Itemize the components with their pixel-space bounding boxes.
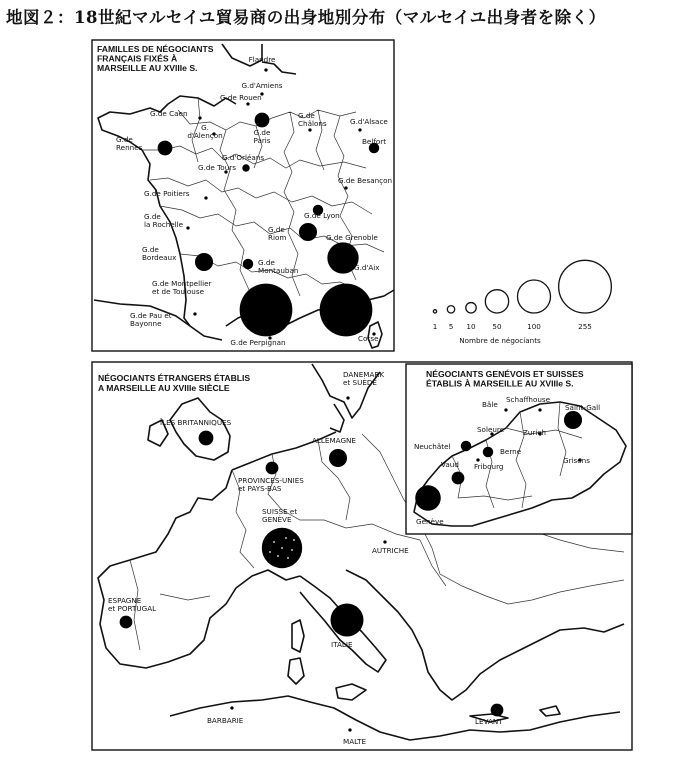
place-label: G.de Caen [150, 109, 188, 118]
country-marker [348, 728, 351, 731]
country-label: PROVINCES-UNIES [238, 476, 304, 485]
place-label: d'Alençon [187, 131, 223, 140]
canton-label: Saint-Gall [565, 403, 601, 412]
legend-value: 10 [466, 322, 476, 331]
place-marker [204, 196, 207, 199]
france-heading: MARSEILLE AU XVIIIe S. [97, 63, 198, 73]
legend-circle [559, 260, 612, 313]
place-label: G.de [268, 225, 285, 234]
country-label: ESPAGNE [108, 596, 142, 605]
swiss-heading: NÉGOCIANTS GENÉVOIS ET SUISSES [426, 369, 584, 379]
canton-marker [564, 411, 582, 429]
country-label: GENÈVE [262, 515, 292, 524]
country-label: ALLEMAGNE [312, 436, 356, 445]
place-label: G.de Poitiers [144, 189, 190, 198]
place-label: Rennes [116, 143, 143, 152]
canton-label: Berne [500, 447, 522, 456]
country-label: et SUÈDE [343, 378, 377, 387]
country-marker [266, 462, 279, 475]
country-marker [199, 431, 214, 446]
europe-heading: A MARSEILLE AU XVIIIe SIÈCLE [98, 383, 230, 393]
europe-heading: NÉGOCIANTS ÉTRANGERS ÉTABLIS [98, 373, 251, 383]
place-label: G.de Tours [198, 163, 236, 172]
place-label: Bordeaux [142, 253, 177, 262]
map-title: 地図２：18世紀マルセイユ貿易商の出身地別分布（マルセイユ出身者を除く） [6, 8, 606, 27]
country-label: et PAYS-BAS [238, 484, 282, 493]
place-marker [193, 312, 196, 315]
legend-caption: Nombre de négociants [459, 336, 541, 345]
marker-speckle [285, 537, 287, 539]
place-label: G. [201, 123, 209, 132]
place-label: G.d'Orléans [222, 153, 265, 162]
place-label: G.de [253, 128, 271, 137]
canton-label: Schaffhouse [506, 395, 551, 404]
country-marker [346, 396, 349, 399]
canton-marker [504, 408, 507, 411]
place-label: la Rochelle [144, 220, 184, 229]
legend-circle [433, 310, 436, 313]
canton-marker [415, 485, 441, 511]
swiss-heading: ÉTABLIS À MARSEILLE AU XVIIIe S. [426, 378, 574, 389]
place-label: G.de [116, 135, 133, 144]
place-label: Montauban [258, 266, 299, 275]
place-marker [242, 164, 249, 171]
country-marker [331, 604, 364, 637]
place-label: G.d'Aix [354, 263, 380, 272]
canton-label: Vaud [441, 460, 459, 469]
place-label: Riom [268, 233, 287, 242]
france-panel [92, 40, 394, 351]
legend-value: 5 [448, 322, 454, 331]
place-label: G.de Lyon [304, 211, 340, 220]
place-marker [198, 116, 201, 119]
france-heading: FAMILLES DE NÉGOCIANTS [97, 44, 214, 54]
place-label: Châlons [298, 119, 327, 128]
legend-circle [466, 303, 476, 313]
country-label: ÎLES BRITANNIQUES [160, 418, 232, 427]
place-label: G.de [144, 212, 161, 221]
marker-speckle [287, 557, 289, 559]
place-label: Corse [358, 334, 379, 343]
canton-label: Genève [416, 517, 444, 526]
canton-marker [461, 441, 471, 451]
marker-speckle [293, 539, 295, 541]
country-label: BARBARIE [207, 716, 244, 725]
country-label: LEVANT [475, 717, 503, 726]
canton-label: Bâle [482, 400, 498, 409]
country-marker [230, 706, 233, 709]
country-marker [120, 616, 133, 629]
marker-speckle [281, 547, 283, 549]
place-label: Flandre [248, 55, 276, 64]
canton-marker [538, 408, 541, 411]
legend-value: 1 [432, 322, 438, 331]
place-marker [243, 259, 253, 269]
france-heading: FRANÇAIS FIXÉS À [97, 53, 178, 64]
place-marker [308, 128, 311, 131]
place-label: G.de [298, 111, 315, 120]
place-marker [299, 223, 317, 241]
canton-label: Grisons [563, 456, 590, 465]
canton-label: Zurich [523, 428, 546, 437]
canton-label: Fribourg [474, 462, 504, 471]
marker-speckle [277, 555, 279, 557]
place-marker [320, 284, 373, 337]
place-marker [240, 284, 293, 337]
legend-circle [447, 306, 454, 313]
canton-label: Neuchâtel [414, 442, 451, 451]
country-marker [491, 704, 504, 717]
place-label: Paris [253, 136, 271, 145]
place-label: et de Toulouse [152, 287, 205, 296]
country-label: DANEMARK [343, 370, 385, 379]
marker-speckle [273, 541, 275, 543]
canton-marker [483, 447, 493, 457]
swiss-panel [406, 364, 632, 534]
country-marker [383, 540, 386, 543]
canton-label: Soleure [477, 425, 505, 434]
place-marker [186, 226, 189, 229]
legend-value: 100 [527, 322, 541, 331]
place-label: G.de Perpignan [230, 338, 286, 347]
place-marker [264, 68, 267, 71]
legend [433, 260, 612, 345]
country-label: SUISSE et [262, 507, 298, 516]
legend-value: 255 [578, 322, 592, 331]
place-marker [344, 186, 347, 189]
country-label: AUTRICHE [372, 546, 409, 555]
place-label: G.de Montpellier [152, 279, 212, 288]
place-marker [195, 253, 213, 271]
legend-circle [485, 290, 508, 313]
country-marker [329, 449, 347, 467]
canton-marker [452, 472, 465, 485]
place-label: G.de Rouen [220, 93, 262, 102]
place-marker [246, 102, 249, 105]
country-label: MALTE [343, 737, 367, 746]
place-marker [255, 113, 270, 128]
marker-speckle [291, 549, 293, 551]
place-label: G.d'Amiens [241, 81, 283, 90]
place-label: G.de Besançon [338, 176, 393, 185]
legend-value: 50 [492, 322, 502, 331]
place-label: G.de Grenoble [326, 233, 378, 242]
place-label: G.d'Alsace [350, 117, 388, 126]
place-marker [158, 141, 173, 156]
marker-speckle [269, 551, 271, 553]
place-label: Bayonne [130, 319, 162, 328]
country-label: ITALIE [331, 640, 353, 649]
place-label: G.de [142, 245, 159, 254]
place-label: Belfort [362, 137, 387, 146]
place-label: G.de [258, 258, 275, 267]
legend-circle [518, 280, 551, 313]
place-label: G.de Pau et [130, 311, 172, 320]
place-marker [358, 128, 361, 131]
country-label: et PORTUGAL [108, 604, 157, 613]
